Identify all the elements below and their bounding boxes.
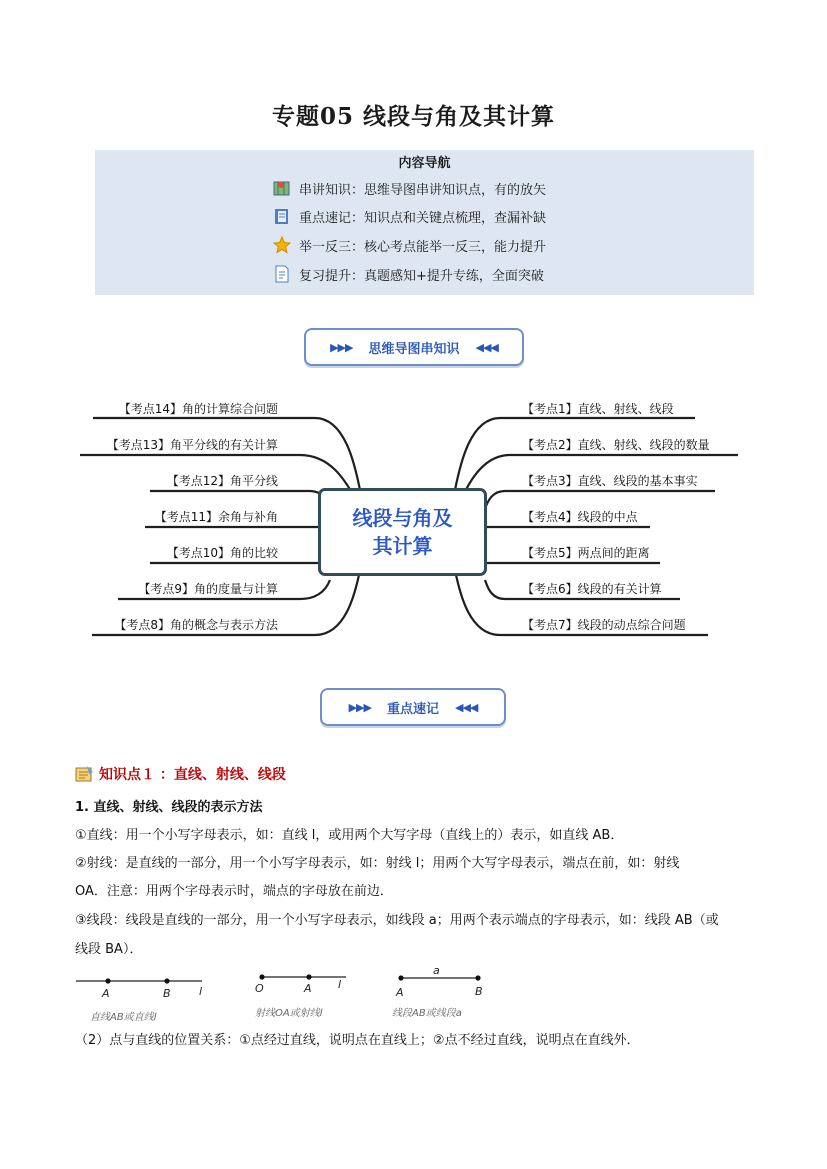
fig1-label-a: A (102, 987, 110, 1000)
fig3-label-a: A (396, 986, 404, 999)
mindmap-banner (304, 328, 524, 366)
center-line-1: 线段与角及 (352, 506, 453, 530)
triangle-left-icon: ◀◀◀ (475, 340, 498, 354)
fig3-label-b: B (475, 985, 483, 998)
star-icon (273, 236, 291, 254)
triangle-right-icon: ▶▶▶ (330, 340, 353, 354)
mindmap-left-item: 【考点9】角的度量与计算 (138, 582, 278, 596)
key-notes-banner (320, 688, 506, 726)
fig1-caption: 直线AB或直线l (90, 1012, 157, 1023)
nav-item-text: 重点速记：知识点和关键点梳理，查漏补缺 (299, 210, 547, 226)
mindmap-right-item: 【考点2】直线、射线、线段的数量 (522, 438, 710, 452)
fig1-label-l: l (199, 985, 203, 998)
paragraph-line: ①直线：用一个小写字母表示，如：直线 l，或用两个大写字母（直线上的）表示，如直线 AB． (75, 828, 624, 843)
book-icon (273, 207, 291, 225)
fig2-label-l: l (338, 978, 342, 991)
mindmap-right-item: 【考点6】线段的有关计算 (522, 582, 662, 596)
mindmap-left-item: 【考点12】角平分线 (166, 474, 278, 488)
paragraph-line: ③线段：线段是直线的一部分，用一个小写字母表示，如线段 a；用两个表示端点的字母表示，如：线段 AB（或 (75, 913, 719, 928)
knowledge-point-title: 知识点１ ：直线、射线、线段 (99, 767, 286, 783)
paragraph-line: ②射线：是直线的一部分，用一个小写字母表示，如：射线 l；用两个大写字母表示，端点在前，如：射线 (75, 856, 680, 871)
point-a (105, 978, 110, 983)
paragraph-line: 线段 BA）． (75, 942, 143, 957)
nav-item-text: 串讲知识：思维导图串讲知识点，有的放矢 (299, 182, 547, 198)
nav-item-2 (273, 204, 546, 228)
nav-item-1 (273, 176, 546, 200)
point-a (398, 975, 403, 980)
nav-item-3 (273, 233, 546, 257)
page-title: 专题05 线段与角及其计算 (271, 103, 555, 130)
point-b (475, 975, 480, 980)
mindmap-left-item: 【考点14】角的计算综合问题 (118, 402, 278, 416)
mindmap-right-item: 【考点7】线段的动点综合问题 (522, 618, 686, 632)
fig1-label-b: B (163, 987, 171, 1000)
mindmap-right-item: 【考点1】直线、射线、线段 (522, 402, 674, 416)
mindmap-right-item: 【考点4】线段的中点 (522, 510, 638, 524)
mindmap-left-item: 【考点10】角的比较 (166, 546, 278, 560)
document-icon (273, 265, 291, 283)
nav-item-text: 复习提升：真题感知+提升专练，全面突破 (299, 268, 544, 284)
mindmap-left-item: 【考点11】余角与补角 (154, 510, 278, 524)
mindmap-center (318, 488, 487, 576)
center-line-2: 其计算 (372, 534, 433, 558)
paragraph-line: OA．注意：用两个字母表示时，端点的字母放在前边． (75, 884, 393, 899)
fig3-label-a-lower: a (433, 964, 440, 977)
triangle-left-icon: ◀◀◀ (455, 700, 478, 714)
map-icon (273, 179, 291, 197)
nav-item-4 (273, 262, 544, 286)
fig2-label-o: O (255, 982, 264, 995)
point-a (306, 974, 311, 979)
mindmap-right-item: 【考点5】两点间的距离 (522, 546, 650, 560)
fig2-caption: 射线OA或射线l (255, 1008, 323, 1019)
mindmap-right-item: 【考点3】直线、线段的基本事实 (522, 474, 698, 488)
mindmap-left-item: 【考点8】角的概念与表示方法 (114, 618, 278, 632)
knowledge-point-heading (75, 764, 286, 784)
fig3-caption: 线段AB或线段a (392, 1008, 462, 1019)
notepad-icon (75, 765, 95, 783)
point-b (164, 978, 169, 983)
banner-label: 重点速记 (386, 701, 439, 717)
section-subheading: 1. 直线、射线、线段的表示方法 (75, 800, 263, 815)
paragraph-line: （2）点与直线的位置关系：①点经过直线，说明点在直线上；②点不经过直线，说明点在直线外． (75, 1033, 640, 1048)
banner-label: 思维导图串知识 (368, 341, 460, 357)
nav-heading: 内容导航 (398, 156, 451, 171)
point-o (259, 974, 264, 979)
nav-item-text: 举一反三：核心考点能举一反三，能力提升 (299, 239, 547, 255)
triangle-right-icon: ▶▶▶ (348, 700, 371, 714)
fig2-label-a: A (304, 982, 312, 995)
mindmap-left-item: 【考点13】角平分线的有关计算 (106, 438, 278, 452)
content-navigation (95, 150, 754, 295)
